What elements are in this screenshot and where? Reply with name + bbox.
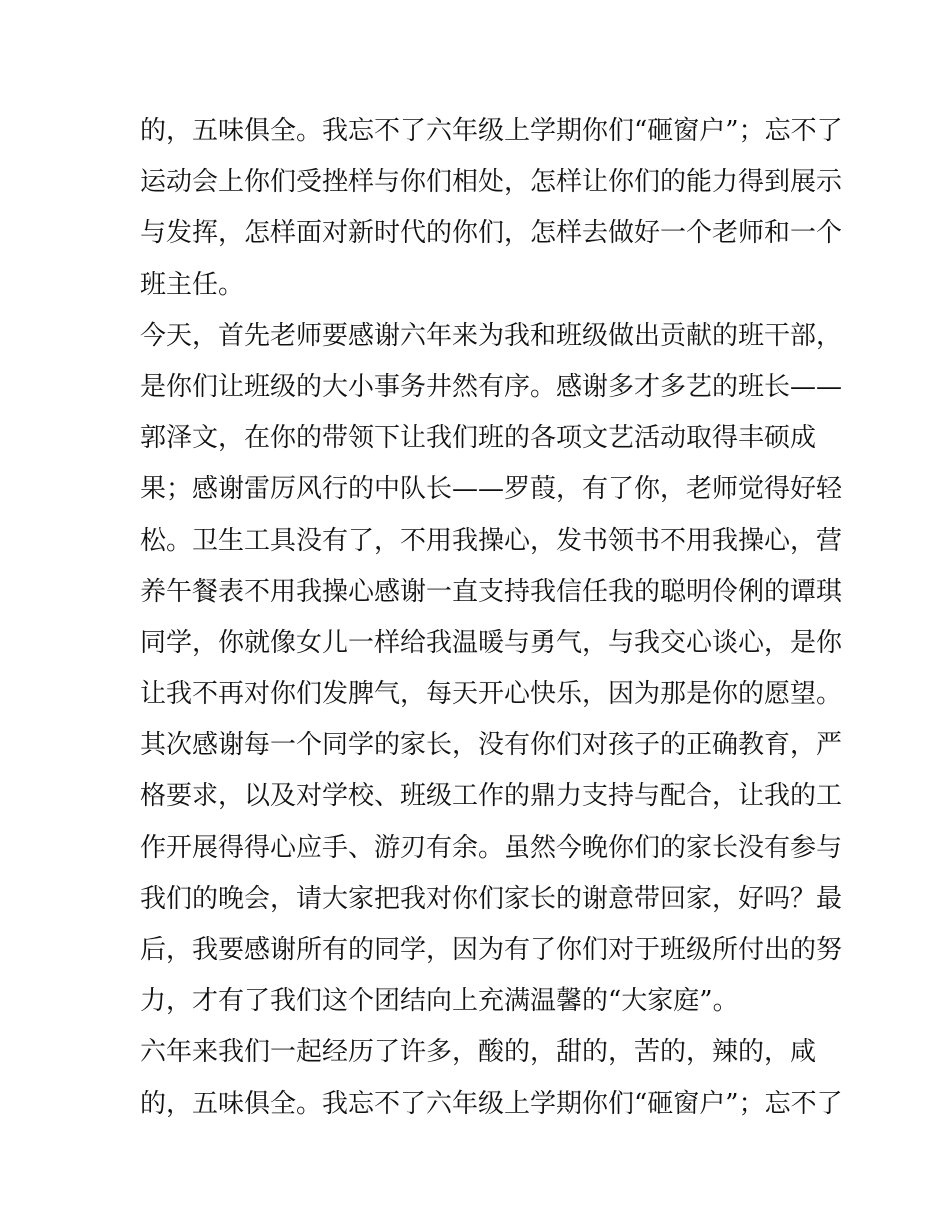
text-line: 其次感谢每一个同学的家长，没有你们对孩子的正确教育，严: [140, 730, 843, 761]
text-line: 作开展得得心应手、游刃有余。虽然今晚你们的家长没有参与: [140, 832, 843, 863]
text-line: 的，五味俱全。我忘不了六年级上学期你们“砸窗户”；忘不了: [140, 116, 843, 146]
text-line: 是你们让班级的大小事务井然有序。感谢多才多艺的班长——: [140, 371, 843, 402]
text-line: 的，五味俱全。我忘不了六年级上学期你们“砸窗户”；忘不了: [140, 1088, 843, 1119]
text-line: 后，我要感谢所有的同学，因为有了你们对于班级所付出的努: [140, 935, 843, 965]
text-line: 我们的晚会，请大家把我对你们家长的谢意带回家，好吗？最: [140, 883, 843, 914]
text-line: 运动会上你们受挫样与你们相处，怎样让你们的能力得到展示: [140, 167, 843, 198]
text-line: 格要求，以及对学校、班级工作的鼎力支持与配合，让我的工: [140, 781, 843, 812]
text-line: 六年来我们一起经历了许多，酸的，甜的，苦的，辣的，咸: [140, 1037, 817, 1068]
text-line: 同学，你就像女儿一样给我温暖与勇气，与我交心谈心，是你: [140, 627, 843, 658]
text-line: 养午餐表不用我操心感谢一直支持我信任我的聪明伶俐的谭琪: [140, 576, 843, 607]
text-line: 让我不再对你们发脾气，每天开心快乐，因为那是你的愿望。: [140, 679, 843, 710]
text-line: 松。卫生工具没有了，不用我操心，发书领书不用我操心，营: [140, 525, 843, 556]
body-text: [140, 106, 843, 1130]
text-line: 与发挥，怎样面对新时代的你们，怎样去做好一个老师和一个: [140, 218, 843, 249]
text-line: 力，才有了我们这个团结向上充满温馨的“大家庭”。: [140, 986, 739, 1017]
text-line: 今天，首先老师要感谢六年来为我和班级做出贡献的班干部，: [140, 320, 843, 351]
text-line: 果；感谢雷厉风行的中队长——罗葭，有了你，老师觉得好轻: [140, 474, 843, 505]
text-line: 班主任。: [140, 269, 245, 300]
text-line: 郭泽文，在你的带领下让我们班的各项文艺活动取得丰硕成: [140, 423, 817, 454]
